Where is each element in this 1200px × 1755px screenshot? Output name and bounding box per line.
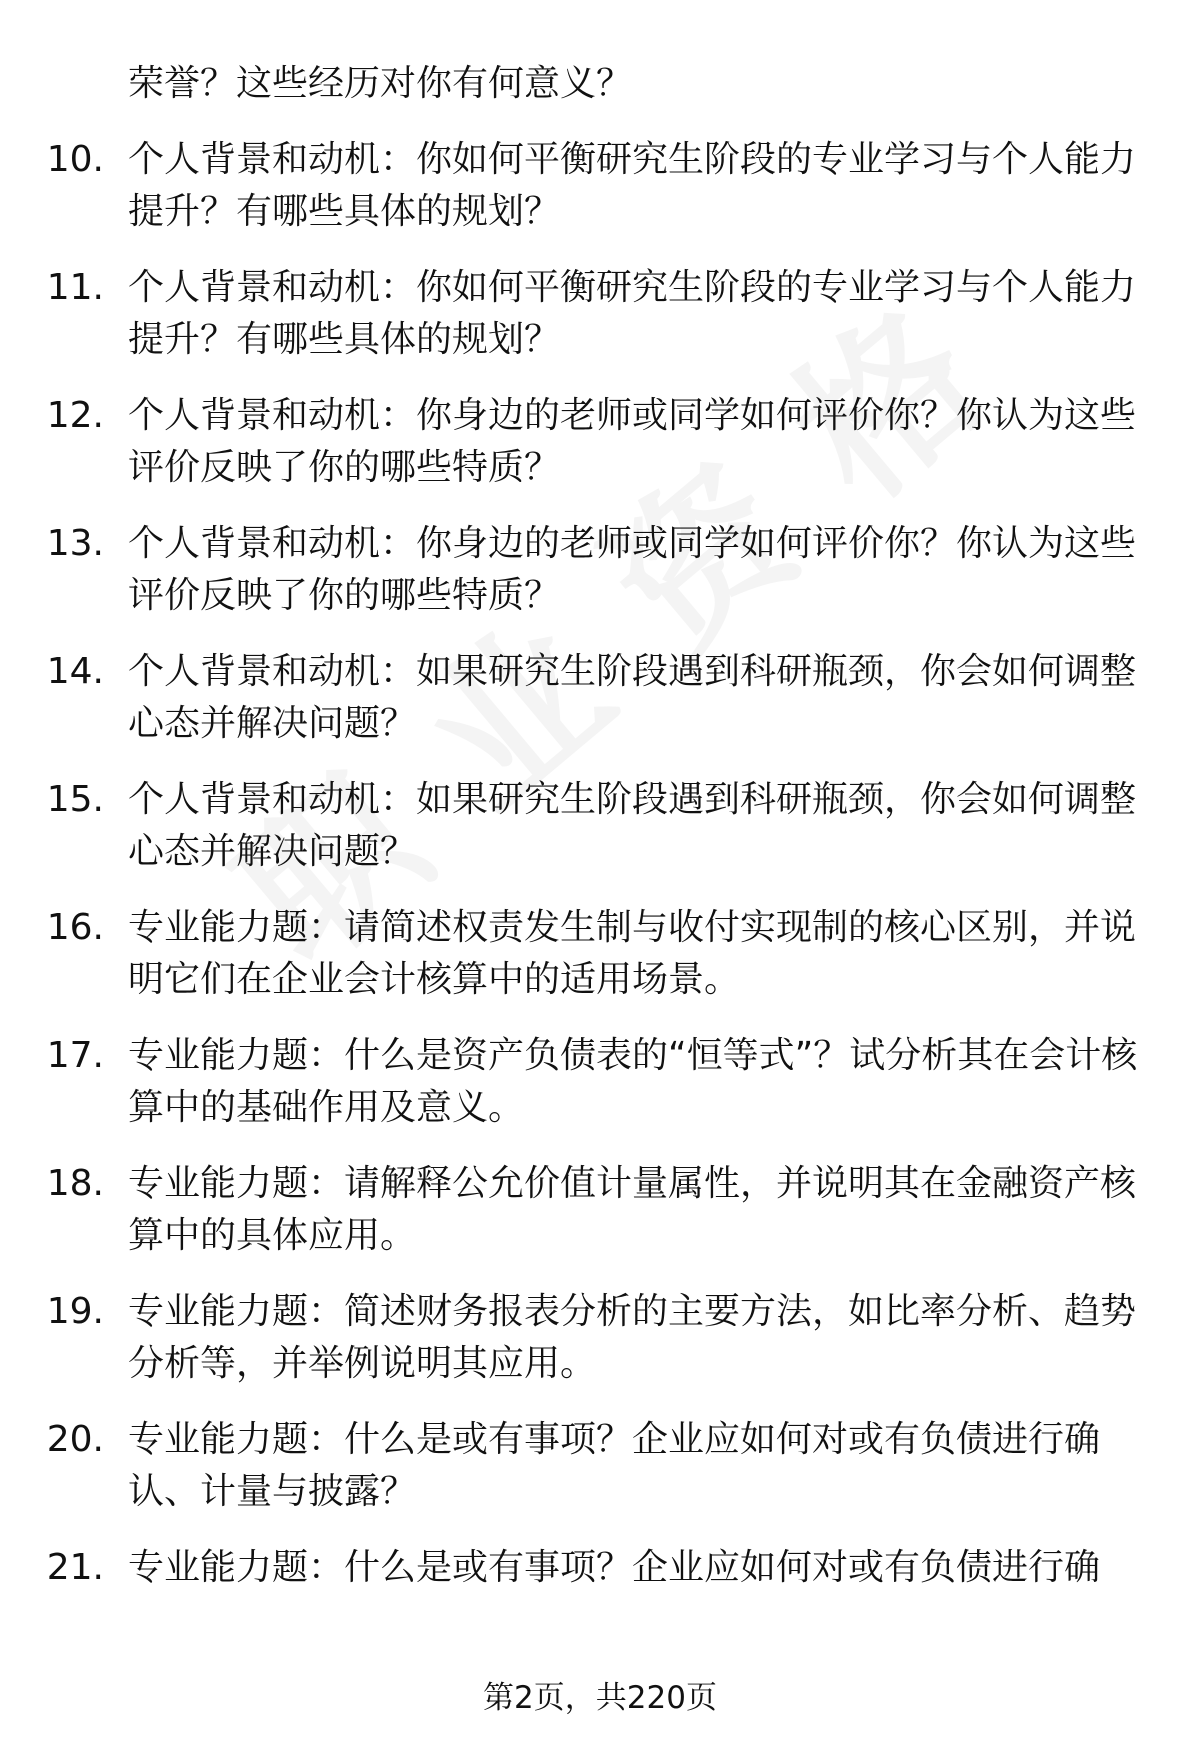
item-number: 19. <box>46 1291 104 1332</box>
list-item <box>0 1030 1200 1134</box>
page-footer <box>0 1676 1200 1720</box>
question-list <box>0 58 1200 1618</box>
item-number: 14. <box>46 651 104 692</box>
item-text: 个人背景和动机：你身边的老师或同学如何评价你？你认为这些评价反映了你的哪些特质？ <box>128 395 1137 488</box>
item-number: 20. <box>46 1419 104 1460</box>
list-item <box>0 774 1200 878</box>
item-number: 12. <box>46 395 104 436</box>
item-number: 18. <box>46 1163 104 1204</box>
list-item <box>0 1414 1200 1518</box>
page-number-label: 第2页，共220页 <box>483 1680 717 1716</box>
item-number: 17. <box>46 1035 104 1076</box>
item-text: 个人背景和动机：你如何平衡研究生阶段的专业学习与个人能力提升？有哪些具体的规划？ <box>128 267 1137 360</box>
list-item <box>0 1542 1200 1594</box>
item-number: 13. <box>46 523 104 564</box>
list-item <box>0 902 1200 1006</box>
item-text: 个人背景和动机：你如何平衡研究生阶段的专业学习与个人能力提升？有哪些具体的规划？ <box>128 139 1137 232</box>
item-number: 15. <box>46 779 104 820</box>
item-text: 个人背景和动机：你身边的老师或同学如何评价你？你认为这些评价反映了你的哪些特质？ <box>128 523 1137 616</box>
item-text: 个人背景和动机：如果研究生阶段遇到科研瓶颈，你会如何调整心态并解决问题？ <box>128 779 1137 872</box>
list-item <box>0 1286 1200 1390</box>
item-number: 16. <box>46 907 104 948</box>
item-text: 专业能力题：什么是资产负债表的“恒等式”？试分析其在会计核算中的基础作用及意义。 <box>128 1035 1138 1128</box>
list-item <box>0 646 1200 750</box>
item-text: 专业能力题：请简述权责发生制与收付实现制的核心区别，并说明它们在企业会计核算中的适用场景。 <box>128 907 1137 1000</box>
item-number: 10. <box>46 139 104 180</box>
continuation-text: 荣誉？这些经历对你有何意义？ <box>128 63 633 104</box>
item-text: 专业能力题：简述财务报表分析的主要方法，如比率分析、趋势分析等，并举例说明其应用。 <box>128 1291 1137 1384</box>
list-item <box>0 518 1200 622</box>
item-text: 专业能力题：什么是或有事项？企业应如何对或有负债进行确认、计量与披露？ <box>128 1419 1101 1512</box>
list-item <box>0 262 1200 366</box>
continuation-line <box>0 58 1200 110</box>
list-item <box>0 390 1200 494</box>
item-text: 个人背景和动机：如果研究生阶段遇到科研瓶颈，你会如何调整心态并解决问题？ <box>128 651 1137 744</box>
item-number: 21. <box>46 1547 104 1588</box>
list-item <box>0 134 1200 238</box>
list-item <box>0 1158 1200 1262</box>
item-number: 11. <box>46 267 104 308</box>
item-text: 专业能力题：请解释公允价值计量属性，并说明其在金融资产核算中的具体应用。 <box>128 1163 1137 1256</box>
item-text: 专业能力题：什么是或有事项？企业应如何对或有负债进行确 <box>128 1547 1101 1588</box>
